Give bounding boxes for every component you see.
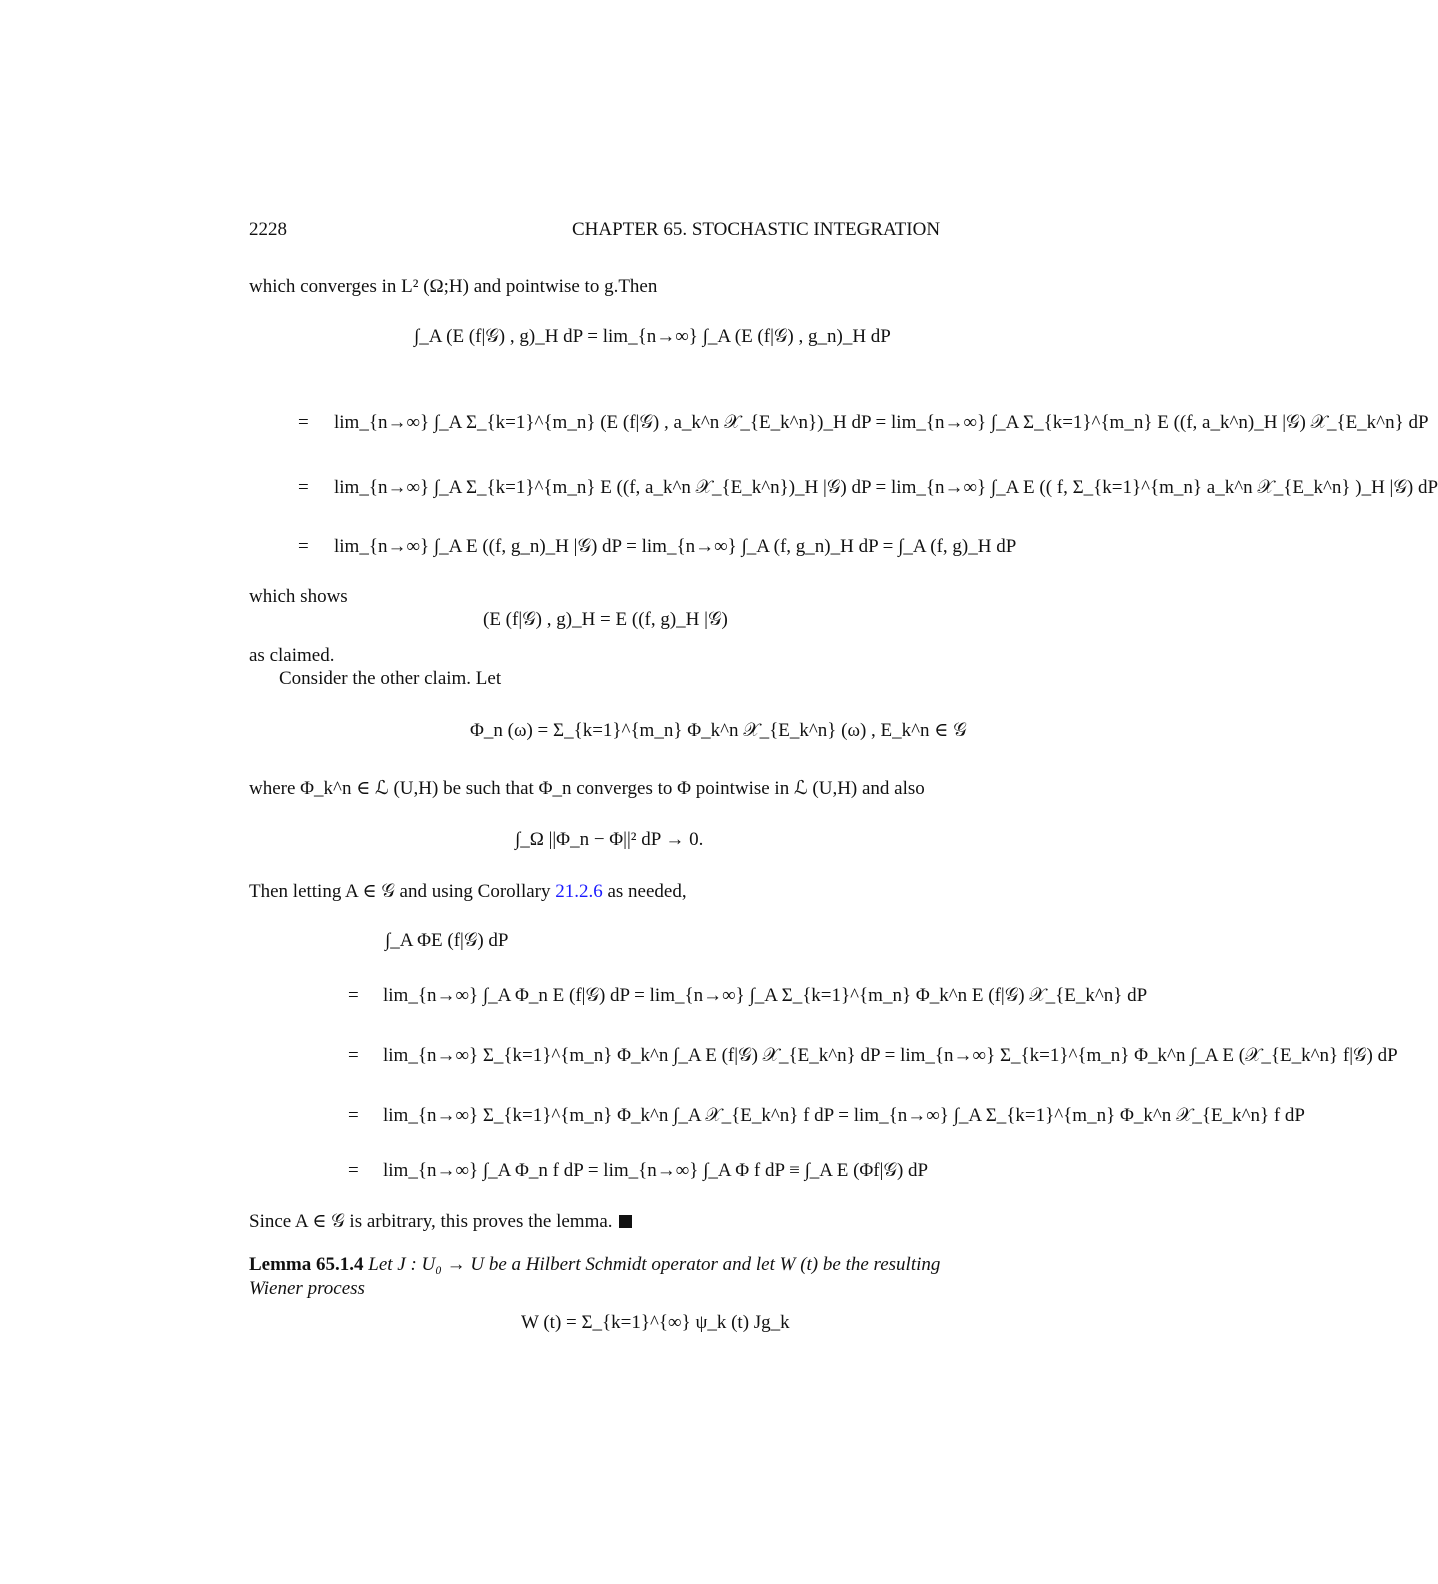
lemma-title: Lemma 65.1.4 bbox=[249, 1254, 364, 1275]
corollary-link[interactable]: 21.2.6 bbox=[555, 881, 603, 902]
equation-2-line-2: lim_{n→∞} ∫_A Σ_{k=1}^{m_n} E ((f, a_k^n 𝒳_{E_k^n})_H |𝒢) dP = lim_{n→∞} ∫_A E (( f, Σ_{k=1}^{m_n} a_k^n 𝒳_{E_k^n} )_H |𝒢) dP bbox=[334, 477, 1438, 498]
eq2-equals-2: = bbox=[298, 477, 309, 498]
equation-3: (E (f|𝒢) , g)_H = E ((f, g)_H |𝒢) bbox=[483, 609, 728, 630]
equation-6-line-4: lim_{n→∞} ∫_A Φ_n f dP = lim_{n→∞} ∫_A Φ f dP ≡ ∫_A E (Φf|𝒢) dP bbox=[383, 1160, 929, 1181]
paragraph-converges: which converges in L² (Ω;H) and pointwise to g.Then bbox=[249, 276, 658, 297]
lemma-text-2: Wiener process bbox=[249, 1278, 365, 1299]
equation-7: W (t) = Σ_{k=1}^{∞} ψ_k (t) Jg_k bbox=[521, 1312, 790, 1333]
equation-2-line-3: lim_{n→∞} ∫_A E ((f, g_n)_H |𝒢) dP = lim_{n→∞} ∫_A (f, g_n)_H dP = ∫_A (f, g)_H dP bbox=[334, 536, 1017, 557]
equation-6-line-3: lim_{n→∞} Σ_{k=1}^{m_n} Φ_k^n ∫_A 𝒳_{E_k^n} f dP = lim_{n→∞} ∫_A Σ_{k=1}^{m_n} Φ_k^n 𝒳_{E_k^n} f dP bbox=[383, 1105, 1305, 1126]
paragraph-where: where Φ_k^n ∈ ℒ (U,H) be such that Φ_n converges to Φ pointwise in ℒ (U,H) and also bbox=[249, 778, 925, 799]
paragraph-since: Since A ∈ 𝒢 is arbitrary, this proves the lemma. bbox=[249, 1210, 632, 1234]
paragraph-which-shows: which shows bbox=[249, 586, 348, 607]
qed-square-icon bbox=[619, 1215, 632, 1228]
equation-6-line-2: lim_{n→∞} Σ_{k=1}^{m_n} Φ_k^n ∫_A E (f|𝒢) 𝒳_{E_k^n} dP = lim_{n→∞} Σ_{k=1}^{m_n} Φ_k^n ∫_A E (𝒳_{E_k^n} f|𝒢) dP bbox=[383, 1045, 1398, 1066]
eq6-equals-3: = bbox=[348, 1105, 359, 1126]
equation-6-line-0: ∫_A ΦE (f|𝒢) dP bbox=[385, 930, 509, 951]
equation-6-line-1: lim_{n→∞} ∫_A Φ_n E (f|𝒢) dP = lim_{n→∞} ∫_A Σ_{k=1}^{m_n} Φ_k^n E (f|𝒢) 𝒳_{E_k^n} dP bbox=[383, 985, 1148, 1006]
equation-5: ∫_Ω ||Φ_n − Φ||² dP → 0. bbox=[515, 829, 704, 850]
lemma-text-1: Let J : U₀ → U be a Hilbert Schmidt operator and let W (t) be the resulting bbox=[368, 1254, 941, 1275]
paragraph-then-letting: Then letting A ∈ 𝒢 and using Corollary 21.2.6 as needed, bbox=[249, 881, 687, 902]
eq6-equals-1: = bbox=[348, 985, 359, 1006]
equation-1: ∫_A (E (f|𝒢) , g)_H dP = lim_{n→∞} ∫_A (E (f|𝒢) , g_n)_H dP bbox=[414, 326, 891, 347]
running-title: CHAPTER 65. STOCHASTIC INTEGRATION bbox=[572, 219, 941, 240]
equation-4: Φ_n (ω) = Σ_{k=1}^{m_n} Φ_k^n 𝒳_{E_k^n} (ω) , E_k^n ∈ 𝒢 bbox=[470, 720, 967, 741]
paragraph-as-claimed: as claimed. bbox=[249, 645, 335, 666]
lemma-heading-line bbox=[249, 1253, 940, 1277]
eq2-equals-1: = bbox=[298, 412, 309, 433]
page-number: 2228 bbox=[249, 219, 287, 240]
equation-2-line-1: lim_{n→∞} ∫_A Σ_{k=1}^{m_n} (E (f|𝒢) , a_k^n 𝒳_{E_k^n})_H dP = lim_{n→∞} ∫_A Σ_{k=1}^{m_n} E ((f, a_k^n)_H |𝒢) 𝒳_{E_k^n} dP bbox=[334, 412, 1429, 433]
eq2-equals-3: = bbox=[298, 536, 309, 557]
paragraph-other-claim: Consider the other claim. Let bbox=[279, 668, 502, 689]
eq6-equals-2: = bbox=[348, 1045, 359, 1066]
eq6-equals-4: = bbox=[348, 1160, 359, 1181]
